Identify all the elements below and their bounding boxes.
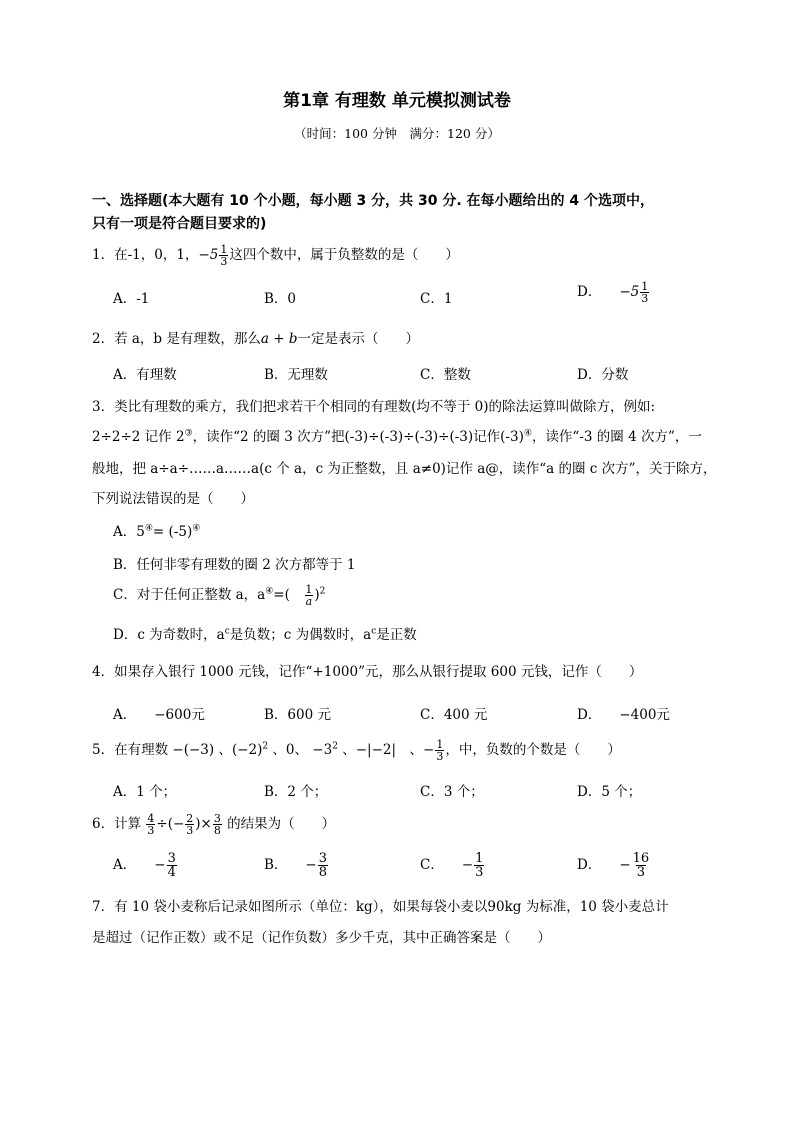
- q2-expr: a + b: [260, 331, 298, 347]
- q1-option-b: B．0: [264, 291, 297, 307]
- q3-l2b: ，读作“2 的圈 3 次方”把(-3)÷(-3)÷(-3)÷(-3)记作(-3): [192, 429, 524, 445]
- q1-pre: 1．在-1，0，1，: [92, 247, 199, 263]
- page-title: 第1章 有理数 单元模拟测试卷: [283, 91, 511, 111]
- q3-option-d: [113, 623, 417, 643]
- q3-c-b: =(: [273, 587, 304, 603]
- question-6: [92, 812, 335, 836]
- q6-frac2: [185, 813, 194, 836]
- q6-b-sign: −: [305, 857, 317, 873]
- q4-a-val: −600元: [154, 707, 205, 723]
- q5-option-c: C．3 个；: [420, 784, 484, 800]
- q5-e4: −|−2|: [355, 742, 397, 758]
- q4-option-c: C．400 元: [420, 707, 488, 723]
- q6-frac3: [213, 813, 222, 836]
- q1-fraction: [219, 244, 228, 267]
- q6-f2n: 2: [186, 812, 194, 825]
- q1-option-c: C．1: [420, 291, 453, 307]
- q6-op1: ÷(−: [156, 816, 185, 832]
- q3-option-b: B．任何非零有理数的圈 2 次方都等于 1: [113, 557, 356, 573]
- q6-a-den: 4: [167, 865, 176, 880]
- q3-circ2: ④: [523, 428, 532, 439]
- question-3-line3: 般地，把 a÷a÷……a……a(c 个 a，c 为正整数，且 a≠0)记作 a@，读作“a 的圈 c 次方”，关于除方，: [92, 461, 717, 477]
- q6-c-den: 3: [475, 865, 484, 880]
- q3-c-fraction: [304, 584, 313, 607]
- question-5: [92, 738, 621, 762]
- question-2: [92, 327, 419, 347]
- question-7-line1: 7．有 10 袋小麦称后记录如图所示（单位：kg），如果每袋小麦以90kg 为标准，10 袋小麦总计: [92, 899, 669, 915]
- q6-b-label: B．: [264, 857, 288, 873]
- q4-option-b: B．600 元: [264, 707, 331, 723]
- q5-option-d: D．5 个；: [577, 784, 642, 800]
- q3-d-sup1: c: [224, 626, 230, 637]
- q3-a-circ: ④: [144, 523, 153, 534]
- q5-e5sign: −: [423, 742, 435, 758]
- q6-c-num: 1: [475, 851, 484, 866]
- q6-f2d: 3: [186, 824, 194, 837]
- q6-f1d: 3: [147, 824, 155, 837]
- q5-e3sup: 2: [332, 741, 338, 752]
- q6-d-sign: −: [619, 857, 631, 873]
- q5-post: ，中，负数的个数是（ ）: [445, 742, 621, 758]
- q6-b-fraction: [318, 852, 328, 879]
- q5-pre: 5．在有理数: [92, 742, 173, 758]
- q5-option-b: B．2 个；: [264, 784, 328, 800]
- q2-pre: 2．若 a，b 是有理数，那么: [92, 331, 261, 347]
- q5-sep4: 、: [396, 742, 424, 758]
- q3-c-sup: 2: [319, 586, 326, 597]
- q3-c-a: C．对于任何正整数 a，a: [113, 587, 266, 603]
- q1-option-d: [577, 280, 650, 304]
- q3-c-c: ): [314, 587, 320, 603]
- q5-e2sup: 2: [262, 741, 269, 752]
- q3-l2c: ，读作“-3 的圈 4 次方”，一: [531, 429, 702, 445]
- q3-d-b: 是负数；c 为偶数时，a: [229, 627, 372, 643]
- q5-e2: (−2): [231, 742, 263, 758]
- q3-d-a: D．c 为奇数时，a: [113, 627, 225, 643]
- q6-d-fraction: [632, 852, 651, 879]
- q6-option-c: [420, 852, 485, 879]
- q5-e1: −(−3): [172, 742, 215, 758]
- q5-sep2: 、0、: [268, 742, 313, 758]
- q6-a-label: A．: [113, 857, 137, 873]
- q2-post: 一定是表示（ ）: [297, 331, 419, 347]
- q6-b-den: 8: [318, 865, 328, 880]
- q6-a-num: 3: [167, 851, 176, 866]
- q3-d-c: 是正数: [376, 627, 417, 643]
- q3-c-circ: ④: [265, 586, 274, 597]
- q2-option-d: D．分数: [577, 367, 629, 383]
- q3-circ1: ③: [184, 428, 193, 439]
- q6-d-num: 16: [632, 851, 650, 866]
- q3-c-num: 1: [305, 583, 313, 596]
- q6-a-sign: −: [154, 857, 166, 873]
- q1-frac-den: 3: [220, 255, 228, 268]
- q3-option-a: [113, 520, 200, 540]
- q5-e5num: 1: [436, 738, 444, 751]
- q3-a-circ2: ④: [192, 523, 201, 534]
- q1-d-den: 3: [641, 292, 649, 305]
- q1-mixed-whole: −5: [198, 247, 219, 263]
- q6-d-den: 3: [636, 865, 646, 880]
- section-heading-line1: 一、选择题(本大题有 10 个小题，每小题 3 分，共 30 分. 在每小题给出的 4 个选项中，: [92, 193, 655, 209]
- q6-f3d: 8: [213, 824, 221, 837]
- q3-d-sup2: c: [371, 626, 377, 637]
- q6-d-label: D．: [577, 857, 602, 873]
- question-7-line2: 是超过（记作正数）或不足（记作负数）多少千克，其中正确答案是（ ）: [92, 930, 551, 946]
- q6-c-label: C．: [420, 857, 444, 873]
- q6-f3n: 3: [213, 812, 221, 825]
- q6-a-fraction: [167, 852, 177, 879]
- q4-a-label: A．: [113, 707, 137, 723]
- q6-frac1: [146, 813, 155, 836]
- q4-d-label: D．: [577, 707, 602, 723]
- q6-op2: )×: [195, 816, 212, 832]
- q5-sep3: 、: [337, 742, 356, 758]
- q6-option-b: [264, 852, 329, 879]
- q1-d-num: 1: [641, 280, 649, 293]
- q1-post: 这四个数中，属于负整数的是（ ）: [229, 247, 459, 263]
- q2-option-a: A．有理数: [113, 367, 177, 383]
- q1-d-fraction: [640, 281, 649, 304]
- section-heading-line2: 只有一项是符合题目要求的): [92, 216, 267, 232]
- q1-d-label: D．: [577, 284, 602, 300]
- q1-frac-num: 1: [220, 243, 228, 256]
- q6-option-d: [577, 852, 651, 879]
- page-subtitle: （时间：100 分钟 满分：120 分）: [294, 126, 500, 141]
- q5-option-a: A．1 个；: [113, 784, 177, 800]
- q4-d-val: −400元: [619, 707, 670, 723]
- q3-l2a: 2÷2÷2 记作 2: [92, 429, 185, 445]
- q6-option-a: [113, 852, 178, 879]
- q5-sep1: 、: [214, 742, 232, 758]
- q3-a-b: = (-5): [152, 524, 193, 540]
- q6-f1n: 4: [147, 812, 155, 825]
- q6-post: 的结果为（ ）: [222, 816, 336, 832]
- q6-pre: 6．计算: [92, 816, 146, 832]
- q6-c-fraction: [474, 852, 484, 879]
- q3-option-c: [113, 583, 325, 607]
- q3-c-den: a: [305, 595, 313, 608]
- question-4: 4．如果存入银行 1000 元钱，记作“+1000”元，那么从银行提取 600 元钱，记作（ ）: [92, 664, 643, 680]
- q6-c-sign: −: [461, 857, 474, 873]
- q5-fraction: [435, 739, 444, 762]
- q3-a-a: A．5: [113, 524, 145, 540]
- question-3-line1: 3．类比有理数的乘方，我们把求若干个相同的有理数(均不等于 0)的除法运算叫做除方，例如:: [92, 399, 656, 415]
- q5-e5den: 3: [436, 750, 444, 763]
- q2-option-c: C．整数: [420, 367, 471, 383]
- q5-e3: −3: [312, 742, 333, 758]
- q1-d-whole: −5: [619, 284, 640, 300]
- q6-b-num: 3: [318, 851, 328, 866]
- question-1: [92, 243, 459, 267]
- question-3-line2: [92, 425, 702, 445]
- q1-option-a: A．-1: [113, 291, 150, 307]
- question-3-line4: 下列说法错误的是（ ）: [92, 491, 254, 507]
- q4-option-a: [113, 703, 205, 723]
- q2-option-b: B．无理数: [264, 367, 328, 383]
- q4-option-d: [577, 703, 670, 723]
